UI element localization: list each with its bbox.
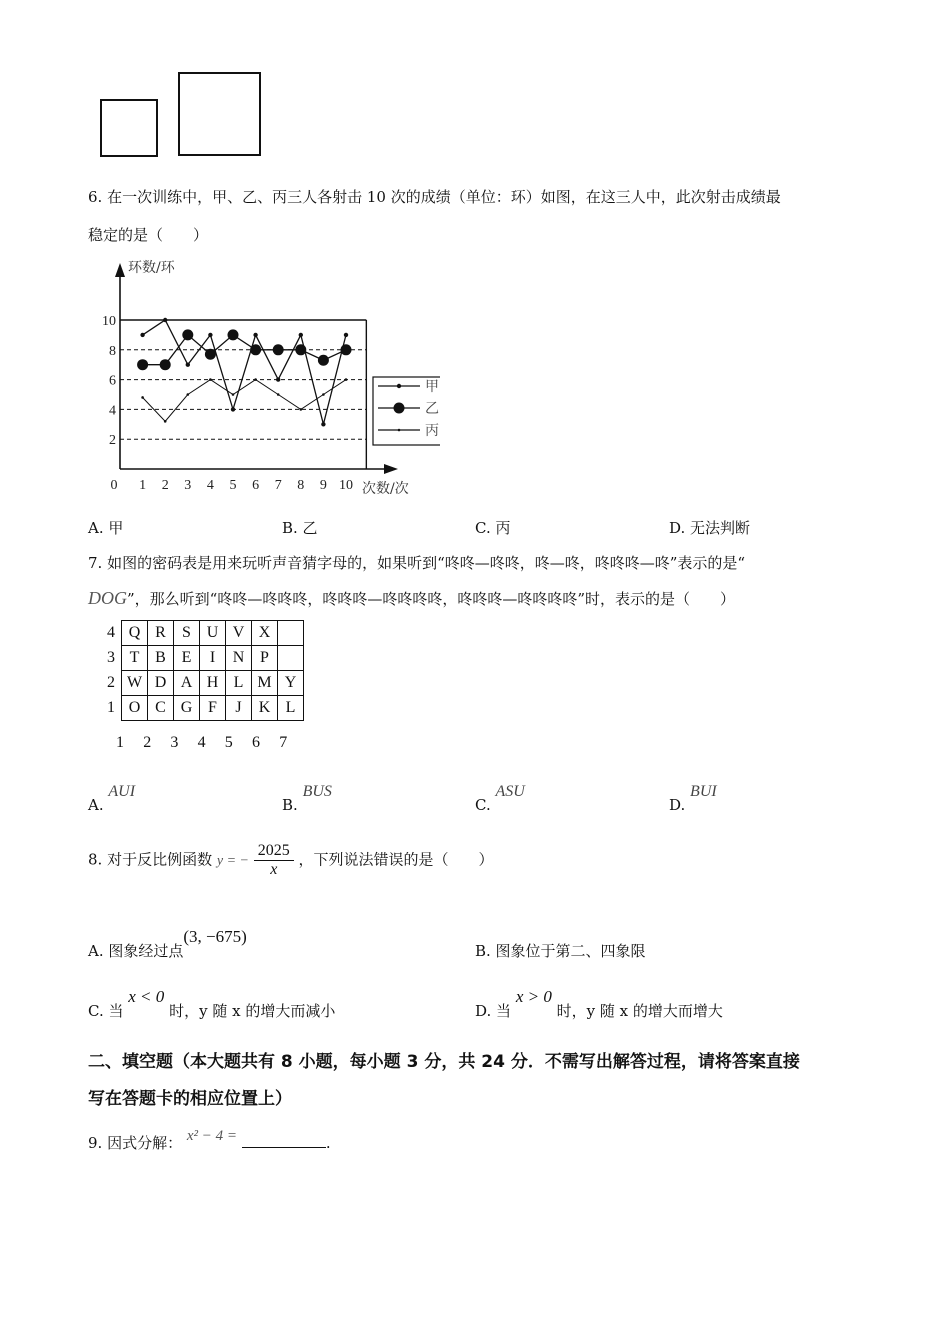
x-tick-label: 7 <box>274 478 282 493</box>
cipher-cell: V <box>226 621 252 646</box>
cipher-row-label: 3 <box>107 649 115 666</box>
q8-option-d-text2: 时，y 随 x 的增大而增大 <box>556 1002 723 1020</box>
cipher-cell: R <box>148 621 174 646</box>
data-point-乙 <box>182 329 193 340</box>
cipher-col-label: 4 <box>197 734 206 751</box>
q6-option-d[interactable]: D. 无法判断 <box>669 519 751 537</box>
data-point-甲 <box>140 333 144 337</box>
q7-option-a[interactable] <box>88 782 136 814</box>
cipher-cell: H <box>200 671 226 696</box>
data-point-乙 <box>137 359 148 370</box>
y-tick-label: 4 <box>109 403 116 419</box>
q8-option-c-text1: C. 当 <box>88 1002 124 1020</box>
cipher-cell: T <box>122 646 148 671</box>
cipher-cell: N <box>226 646 252 671</box>
data-point-甲 <box>208 333 212 337</box>
q6-option-a[interactable]: A. 甲 <box>88 519 124 537</box>
legend-marker-甲 <box>397 384 401 388</box>
cipher-cell: W <box>122 671 148 696</box>
data-point-甲 <box>321 422 325 426</box>
q7-stem-line2 <box>88 588 735 609</box>
x-tick-label: 4 <box>206 478 214 493</box>
q9-expression: x² − 4 = <box>186 1128 238 1144</box>
shooting-score-chart <box>95 255 440 500</box>
x-axis-arrow <box>384 464 398 474</box>
large-square-figure <box>178 72 261 156</box>
data-point-丙 <box>345 378 348 381</box>
data-point-丙 <box>141 396 144 399</box>
data-point-乙 <box>295 344 306 355</box>
q8-fraction <box>254 842 294 879</box>
legend-label-丙: 丙 <box>425 423 439 439</box>
y-tick-label: 10 <box>102 314 116 329</box>
q8-eq-lhs: y = − <box>216 853 249 869</box>
cipher-cell <box>278 646 304 671</box>
data-point-丙 <box>300 408 303 411</box>
q8-option-c-text2: 时，y 随 x 的增大而减小 <box>169 1002 336 1020</box>
q7-stem-line1: 7. 如图的密码表是用来玩听声音猜字母的，如果听到“咚咚—咚咚，咚—咚，咚咚咚—咚”表示的是“ <box>88 554 746 572</box>
cipher-row <box>90 696 304 721</box>
cipher-cell: E <box>174 646 200 671</box>
data-point-甲 <box>186 363 190 367</box>
data-point-甲 <box>231 407 235 411</box>
data-point-乙 <box>341 344 352 355</box>
q6-option-c[interactable]: C. 丙 <box>475 519 511 537</box>
q8-option-c[interactable] <box>88 986 336 1020</box>
cipher-col-label: 3 <box>170 734 179 751</box>
q7-option-c-label: C. <box>475 796 491 814</box>
cipher-col-label: 5 <box>224 734 233 751</box>
q8-option-d-text1: D. 当 <box>475 1002 512 1020</box>
data-point-丙 <box>187 393 190 396</box>
data-point-乙 <box>205 349 216 360</box>
cipher-cell: L <box>226 671 252 696</box>
cipher-row <box>90 671 304 696</box>
x-tick-label: 3 <box>184 478 192 493</box>
q7-option-b-value: BUS <box>302 783 332 800</box>
data-point-甲 <box>253 333 257 337</box>
cipher-cell: D <box>148 671 174 696</box>
q6-option-b[interactable]: B. 乙 <box>282 519 318 537</box>
x-tick-label: 1 <box>139 478 147 493</box>
q6-stem-line1: 6. 在一次训练中，甲、乙、丙三人各射击 10 次的成绩（单位：环）如图，在这三人中，此次射击成绩最 <box>88 188 781 206</box>
y-tick-label: 2 <box>109 433 116 449</box>
q7-option-b-label: B. <box>282 796 298 814</box>
q9-end: . <box>325 1134 331 1152</box>
cipher-cell: K <box>252 696 278 721</box>
x-tick-label: 8 <box>297 478 305 493</box>
data-point-丙 <box>209 378 212 381</box>
data-point-甲 <box>163 318 167 322</box>
data-point-乙 <box>250 344 261 355</box>
cipher-cell: P <box>252 646 278 671</box>
q8-option-d-cond: x > 0 <box>515 987 552 1006</box>
data-point-丙 <box>254 378 257 381</box>
cipher-col-label: 2 <box>143 734 152 751</box>
data-point-甲 <box>299 333 303 337</box>
cipher-table <box>90 620 304 721</box>
q7-option-a-value: AUI <box>108 783 136 800</box>
legend-label-乙: 乙 <box>425 401 439 417</box>
data-point-丙 <box>322 393 325 396</box>
data-point-丙 <box>164 420 167 423</box>
x-tick-label: 5 <box>229 478 237 493</box>
x-tick-label: 9 <box>319 478 327 493</box>
y-axis-arrow <box>115 263 125 277</box>
x-tick-label: 2 <box>161 478 169 493</box>
data-point-乙 <box>160 359 171 370</box>
cipher-cell: U <box>200 621 226 646</box>
data-point-乙 <box>273 344 284 355</box>
legend-label-甲: 甲 <box>425 379 439 395</box>
cipher-col-label: 7 <box>279 734 288 751</box>
q7-option-c[interactable] <box>475 782 525 814</box>
q7-option-d[interactable] <box>669 782 717 814</box>
series-line-丙 <box>143 380 346 422</box>
x-tick-label: 6 <box>252 478 260 493</box>
small-square-figure <box>100 99 158 157</box>
q7-option-c-value: ASU <box>495 783 525 800</box>
q8-suffix: ，下列说法错误的是（ ） <box>298 850 494 869</box>
cipher-cell: Q <box>122 621 148 646</box>
cipher-col-label: 1 <box>116 734 124 751</box>
q7-option-a-label: A. <box>88 796 104 814</box>
cipher-cell: F <box>200 696 226 721</box>
q9-answer-blank[interactable] <box>242 1133 326 1148</box>
cipher-cell: S <box>174 621 200 646</box>
q8-stem <box>88 842 494 879</box>
cipher-cell: X <box>252 621 278 646</box>
q7-example-word: DOG <box>88 588 127 608</box>
y-axis-label: 环数/环 <box>128 260 175 276</box>
q8-denominator: x <box>270 861 278 878</box>
cipher-cell: B <box>148 646 174 671</box>
cipher-cell: C <box>148 696 174 721</box>
data-point-甲 <box>344 333 348 337</box>
cipher-cell <box>278 621 304 646</box>
cipher-cell: I <box>200 646 226 671</box>
cipher-row-label: 1 <box>107 699 115 716</box>
data-point-甲 <box>276 377 280 381</box>
q8-option-a-point: (3, −675) <box>183 927 247 946</box>
q8-option-b[interactable]: B. 图象位于第二、四象限 <box>475 942 646 960</box>
cipher-cell: O <box>122 696 148 721</box>
legend-marker-乙 <box>394 403 405 414</box>
data-point-乙 <box>318 355 329 366</box>
q9-stem <box>88 1124 331 1152</box>
q7-option-b[interactable] <box>282 782 332 814</box>
cipher-cell: G <box>174 696 200 721</box>
x-tick-label: 10 <box>339 478 353 493</box>
section2-heading-line2: 写在答题卡的相应位置上） <box>88 1089 292 1109</box>
q8-option-d[interactable] <box>475 986 723 1020</box>
x-axis-label: 次数/次 <box>362 481 409 497</box>
cipher-cell: M <box>252 671 278 696</box>
q7-option-d-value: BUI <box>690 783 717 800</box>
q7-stem-line2-rest: ”，那么听到“咚咚—咚咚咚，咚咚咚—咚咚咚咚，咚咚咚—咚咚咚咚”时，表示的是（ ） <box>127 590 736 608</box>
series-line-甲 <box>143 320 346 424</box>
q8-option-c-cond: x < 0 <box>128 987 165 1006</box>
q8-option-a-text: A. 图象经过点 <box>88 942 184 960</box>
q7-option-d-label: D. <box>669 796 686 814</box>
q8-numerator: 2025 <box>254 842 294 861</box>
data-point-丙 <box>277 393 280 396</box>
section2-heading-line1: 二、填空题（本大题共有 8 小题，每小题 3 分，共 24 分．不需写出解答过程，请将答案直接 <box>88 1052 800 1072</box>
q6-stem-line2: 稳定的是（ ） <box>88 226 209 244</box>
data-point-丙 <box>232 393 235 396</box>
q8-prefix: 8. 对于反比例函数 <box>88 850 213 869</box>
cipher-cell: J <box>226 696 252 721</box>
q8-option-a[interactable] <box>88 926 247 960</box>
data-point-乙 <box>228 329 239 340</box>
y-tick-label: 6 <box>109 373 116 389</box>
cipher-col-label: 6 <box>252 734 260 751</box>
cipher-cell: Y <box>278 671 304 696</box>
x-tick-label: 0 <box>110 478 118 493</box>
cipher-cell: A <box>174 671 200 696</box>
y-tick-label: 8 <box>109 343 116 359</box>
cipher-row-label: 4 <box>107 624 115 641</box>
cipher-row-label: 2 <box>107 674 115 691</box>
series-line-乙 <box>143 335 346 365</box>
legend-marker-丙 <box>398 429 401 432</box>
cipher-cell: L <box>278 696 304 721</box>
cipher-row <box>90 646 304 671</box>
q9-prefix: 9. 因式分解： <box>88 1134 183 1152</box>
cipher-row <box>90 621 304 646</box>
